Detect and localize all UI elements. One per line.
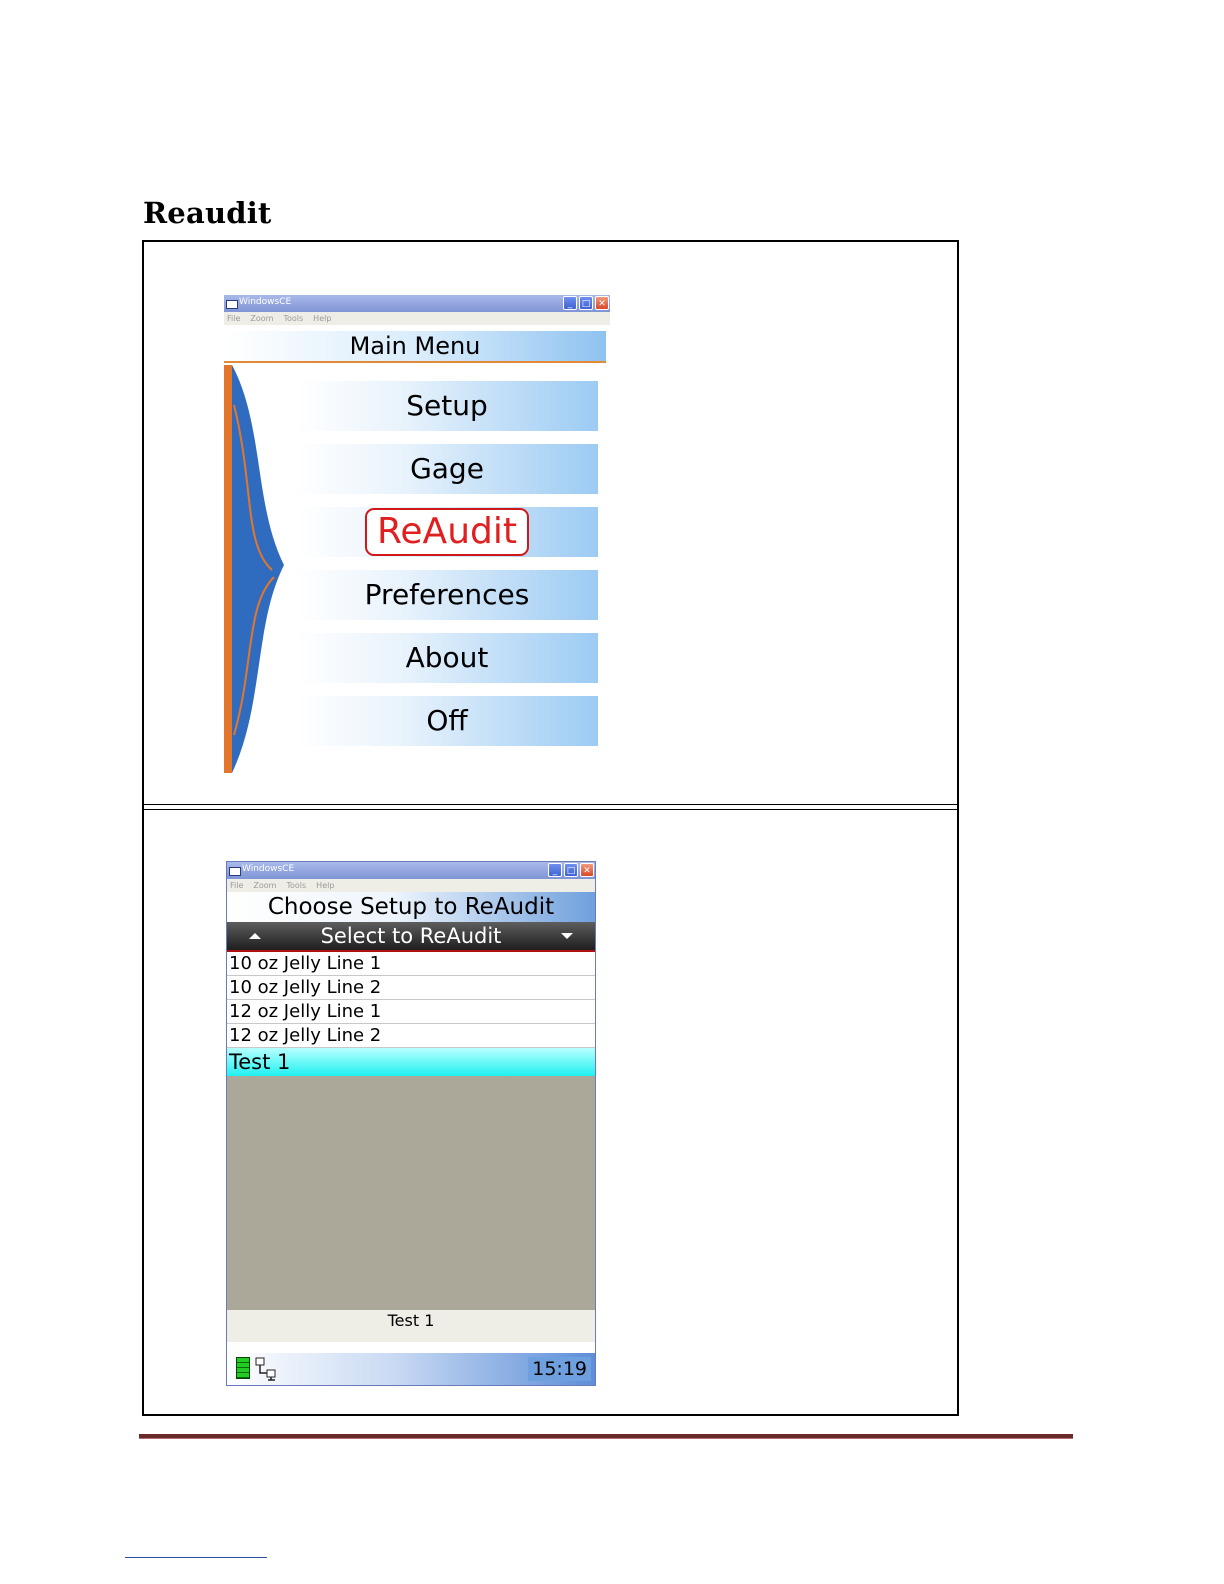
about-button-label: About	[405, 641, 489, 674]
about-button[interactable]	[296, 633, 598, 683]
off-button-label: Off	[426, 704, 468, 737]
footnote-rule	[125, 1557, 267, 1558]
preferences-button[interactable]	[296, 570, 598, 620]
list-item-selected[interactable]: Test 1	[227, 1048, 595, 1076]
window-title: WindowsCE	[239, 297, 292, 307]
minimize-icon[interactable]: _	[548, 863, 562, 877]
window-menubar	[227, 879, 595, 892]
list-item[interactable]: 10 oz Jelly Line 2	[227, 976, 595, 1000]
setup-button-label: Setup	[406, 389, 488, 422]
window-menubar	[224, 312, 610, 325]
battery-icon	[236, 1357, 250, 1379]
window-icon	[226, 300, 238, 309]
window-icon	[229, 867, 241, 876]
gage-button-label: Gage	[410, 452, 484, 485]
menu-help[interactable]: Help	[316, 881, 335, 890]
main-menu-header: Main Menu	[224, 331, 606, 363]
reaudit-button-label: ReAudit	[365, 508, 529, 556]
choose-setup-screenshot	[226, 861, 596, 1386]
gage-button[interactable]	[296, 444, 598, 494]
page-heading: Reaudit	[143, 196, 272, 230]
menu-file[interactable]: File	[230, 881, 244, 890]
menu-file[interactable]: File	[227, 314, 241, 323]
setup-button[interactable]	[296, 381, 598, 431]
close-icon[interactable]: ✕	[595, 296, 609, 310]
main-menu-screenshot	[224, 295, 610, 773]
decorative-swirl-graphic	[224, 365, 304, 773]
reaudit-button[interactable]	[296, 507, 598, 557]
taskbar	[227, 1353, 595, 1385]
minimize-icon[interactable]: _	[563, 296, 577, 310]
scroll-down-icon[interactable]	[561, 933, 573, 939]
list-item[interactable]: 10 oz Jelly Line 1	[227, 952, 595, 976]
list-item[interactable]: 12 oz Jelly Line 1	[227, 1000, 595, 1024]
footer-rule	[139, 1434, 1073, 1439]
list-item[interactable]: 12 oz Jelly Line 2	[227, 1024, 595, 1048]
maximize-icon[interactable]: □	[579, 296, 593, 310]
clock: 15:19	[528, 1357, 591, 1381]
menu-tools[interactable]: Tools	[283, 314, 304, 323]
preferences-button-label: Preferences	[364, 578, 530, 611]
off-button[interactable]	[296, 696, 598, 746]
choose-setup-title: Choose Setup to ReAudit	[227, 892, 595, 922]
window-titlebar	[224, 295, 610, 312]
network-icon	[255, 1357, 277, 1381]
menu-tools[interactable]: Tools	[286, 881, 307, 890]
window-titlebar	[227, 862, 595, 879]
menu-zoom[interactable]: Zoom	[253, 881, 277, 890]
close-icon[interactable]: ✕	[580, 863, 594, 877]
menu-help[interactable]: Help	[313, 314, 332, 323]
scroll-up-icon[interactable]	[249, 933, 261, 939]
select-to-reaudit-bar[interactable]	[227, 922, 595, 952]
menu-zoom[interactable]: Zoom	[250, 314, 274, 323]
maximize-icon[interactable]: □	[564, 863, 578, 877]
setup-list	[227, 952, 595, 1310]
table-row-divider	[144, 804, 957, 810]
status-text: Test 1	[227, 1310, 595, 1342]
screenshot-table	[142, 240, 959, 1416]
window-title: WindowsCE	[242, 864, 295, 874]
select-to-reaudit-label: Select to ReAudit	[320, 924, 502, 948]
